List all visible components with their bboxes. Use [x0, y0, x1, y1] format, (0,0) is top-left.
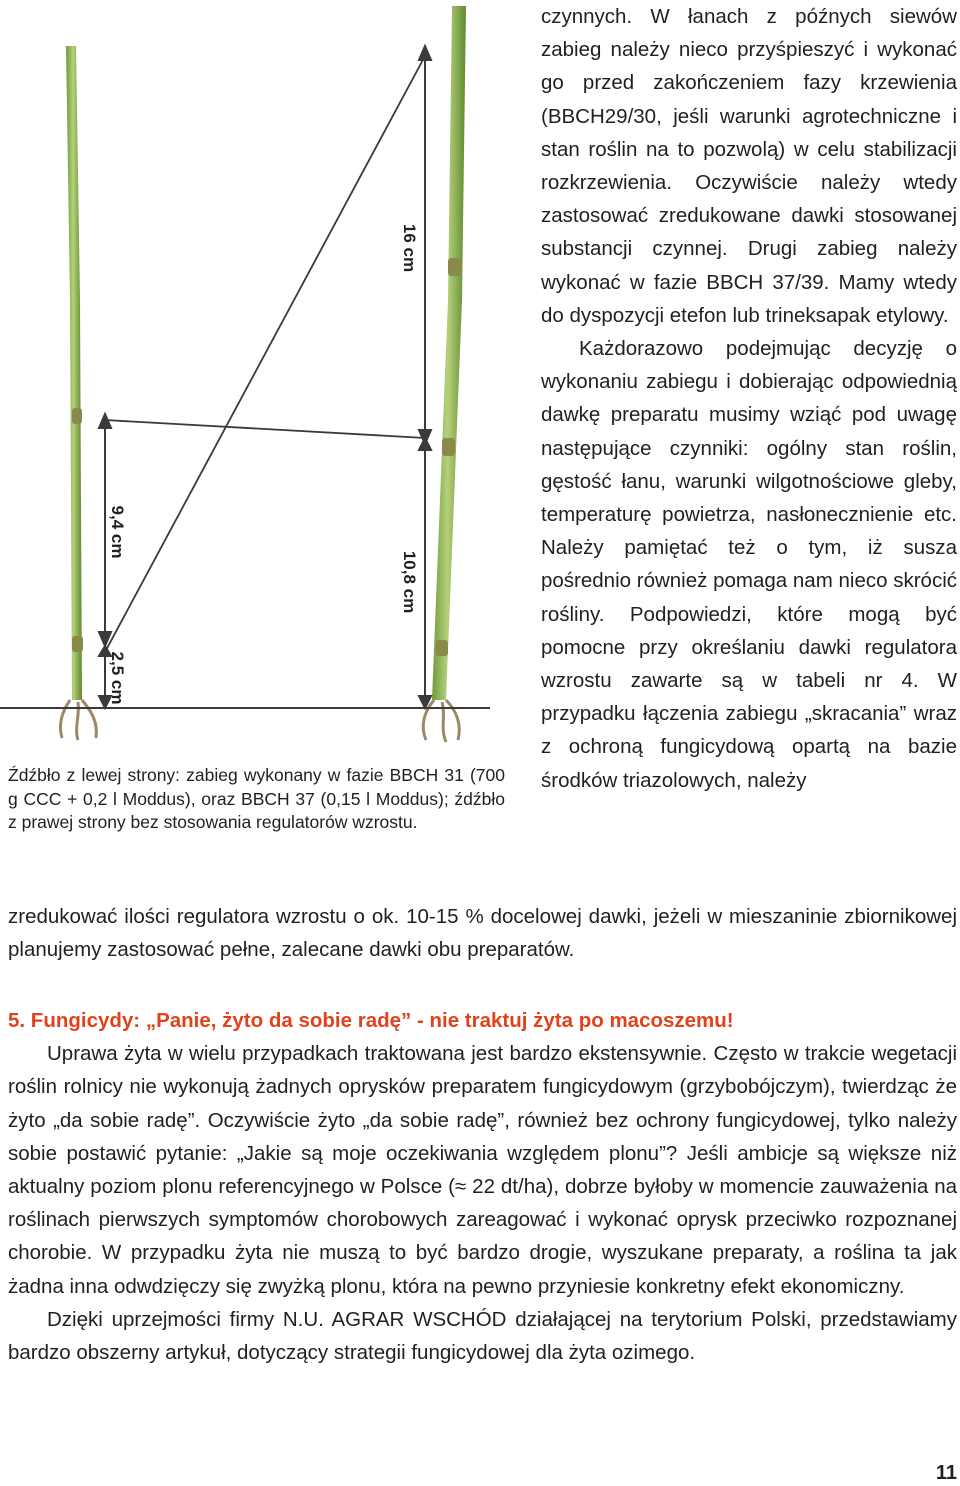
- diagonal-line-lower: [105, 420, 425, 438]
- label-2-5cm: 2,5 cm: [108, 651, 127, 705]
- left-stem-node-1: [72, 408, 82, 424]
- stem-comparison-figure: [0, 0, 505, 745]
- right-stem-roots: [423, 700, 459, 742]
- paragraph-continuation: [8, 900, 957, 966]
- stem-photo: [0, 0, 505, 745]
- left-stem-node-2: [72, 636, 83, 652]
- label-9-4cm: 9,4 cm: [108, 505, 127, 559]
- label-16cm: 16 cm: [400, 223, 419, 273]
- paragraph-rye-protection: Uprawa żyta w wielu przypadkach traktowana jest bardzo ekstensywnie. Często w trakcie wegetacji roślin rolnicy nie wykonują żadnych oprysków preparatem fungicydowym (grzybobójczym), twierdząc że żyto „da sobie radę”. Oczywiście żyto „da sobie radę”, również bez ochrony fungicydowej, tylko należy sobie postawić pytanie: „Jakie są moje oczekiwania względem plonu”? Jeśli ambicje są większe niż aktualny poziom plonu referencyjnego w Polsce (≈ 22 dt/ha), dobrze byłoby w momencie zauważenia na roślinach pierwszych symptomów chorobowych zareagować i wykonać oprysk przeciwko rozpoznanej chorobie. W przypadku żyta nie muszą to być bardzo drogie, wyszukane preparaty, a roślina ta jak żadna inna odwdzięczy się zwyżką plonu, która na pewno przyniesie konkretny efekt ekonomiczny.: [8, 1042, 957, 1298]
- paragraph-tank-mix-note: zredukować ilości regulatora wzrostu o ok. 10-15 % docelowej dawki, jeżeli w mieszaninie zbiornikowej planujemy zastosować pełne, zalecane dawki obu preparatów.: [8, 905, 957, 962]
- left-stem-roots: [60, 700, 96, 740]
- paragraph-acknowledgement: Dzięki uprzejmości firmy N.U. AGRAR WSCHÓD działającej na terytorium Polski, przedstawiamy bardzo obszerny artykuł, dotyczący strategii fungicydowej dla żyta ozimego.: [8, 1307, 957, 1365]
- right-stem-node-1: [448, 258, 461, 276]
- right-stem: [432, 6, 466, 700]
- label-10-8cm: 10,8 cm: [400, 550, 419, 614]
- paragraph-growth-regulator-timing: czynnych. W łanach z późnych siewów zabieg należy nieco przyśpieszyć i wykonać go przed zakończeniem fazy krzewienia (BBCH29/30, jeśli warunki agrotechniczne i stan roślin na to pozwolą) w celu stabilizacji rozkrzewienia. Oczywiście należy wtedy zastosować zredukowane dawki stosowanej substancji czynnej. Drugi zabieg należy wykonać w fazie BBCH 37/39. Mamy wtedy do dyspozycji etefon lub trineksapak etylowy.: [541, 5, 957, 327]
- paragraph-dose-factors: Każdorazowo podejmując decyzję o wykonaniu zabiegu i dobierając odpowiednią dawkę preparatu musimy wziąć pod uwagę następujące czynniki: ogólny stan roślin, gęstość łanu, warunki wilgotnościowe gleby, temperaturę powietrza, nasłonecznienie etc. Należy pamiętać też o tym, iż susza pośrednio również pomaga nam nieco skrócić rośliny. Podpowiedzi, które mogą być pomocne przy określaniu dawki regulatora wzrostu zawarte są w tabeli nr 4. W przypadku łączenia zabiegu „skracania” wraz z ochroną fungicydową opartą na bazie środków triazolowych, należy: [541, 337, 957, 792]
- right-stem-node-3: [436, 640, 448, 656]
- left-stem: [66, 46, 82, 700]
- section-fungicides: [8, 1004, 957, 1369]
- section-heading: 5. Fungicydy: „Panie, żyto da sobie radę” - nie traktuj żyta po macoszemu!: [8, 1009, 734, 1032]
- figure-caption: Źdźbło z lewej strony: zabieg wykonany w fazie BBCH 31 (700 g CCC + 0,2 l Moddus), oraz BBCH 37 (0,15 l Moddus); źdźbło z prawej strony bez stosowania regulatorów wzrostu.: [8, 765, 505, 832]
- right-stem-node-2: [442, 438, 455, 456]
- page-number: 11: [935, 1462, 957, 1484]
- right-column-text: [541, 0, 957, 797]
- diagonal-line-upper: [105, 56, 425, 652]
